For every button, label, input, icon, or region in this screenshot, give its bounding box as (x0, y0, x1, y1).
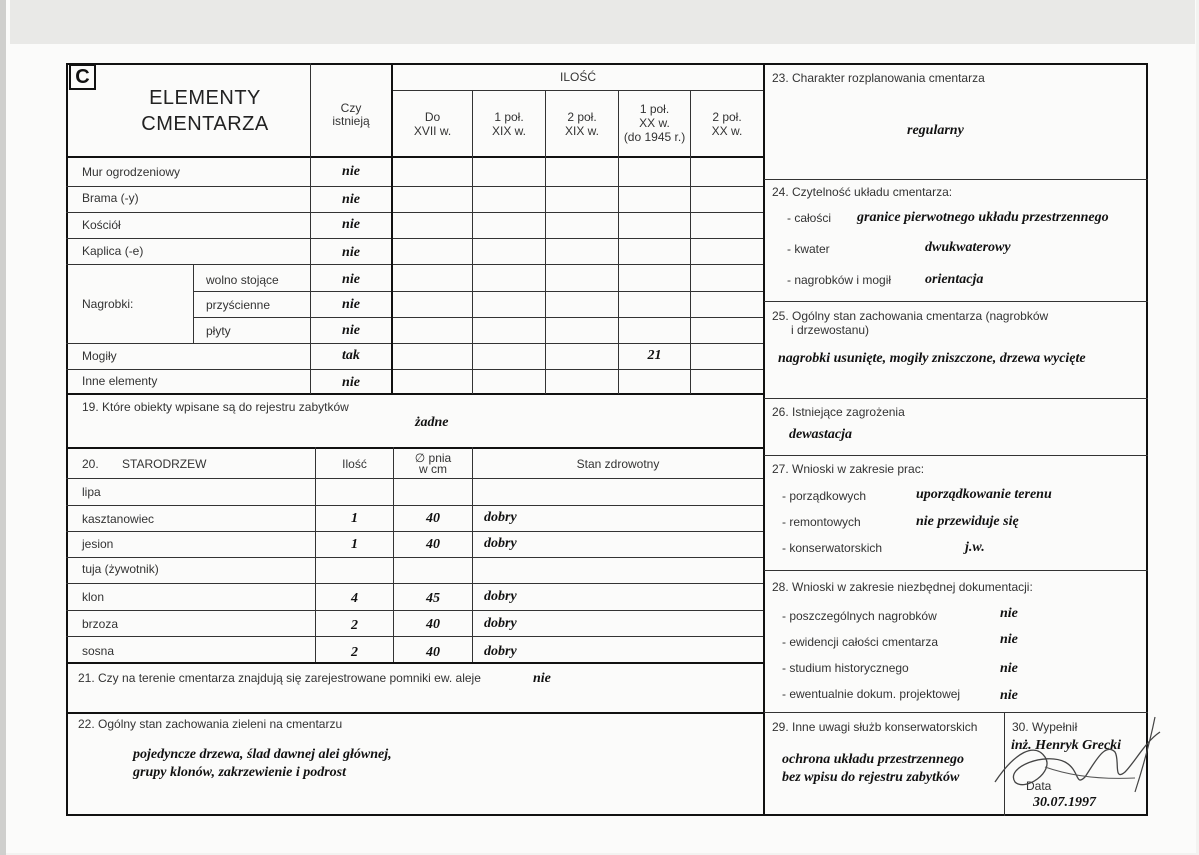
rule (66, 505, 764, 506)
q22-label: 22. Ogólny stan zachowania zieleni na cmentarzu (78, 717, 343, 731)
q28-item-label: - poszczególnych nagrobków (782, 609, 937, 623)
row-label-mogily: Mogiły (82, 349, 117, 363)
rule (66, 583, 764, 584)
rule (66, 369, 764, 370)
rule (66, 610, 764, 611)
q29-answer-line-1: ochrona układu przestrzennego (782, 752, 965, 767)
tree-trunk: 40 (426, 537, 440, 552)
q24-item-answer: dwukwaterowy (925, 240, 1011, 255)
q20-number: 20. (82, 457, 99, 471)
period-header-1-l2: XVII w. (413, 124, 452, 138)
row-value-mogily: tak (342, 348, 360, 363)
q28-item-label: - ewidencji całości cmentarza (782, 635, 939, 649)
center-divider (763, 63, 765, 816)
rule (193, 291, 764, 292)
q24-item-label: - kwater (787, 242, 830, 256)
period-header-4-l1: 1 poł. (639, 102, 670, 116)
col-quantity-header: ILOŚĆ (559, 70, 596, 84)
q22-answer-line-1: pojedyncze drzewa, ślad dawnej alei głównej, (133, 747, 392, 762)
q28-item-answer: nie (1000, 661, 1018, 676)
period-header-5-l2: XX w. (711, 124, 743, 138)
rule (764, 455, 1148, 456)
q23-answer: regularny (907, 123, 964, 138)
tree-name: klon (82, 590, 105, 604)
q19-answer: żadne (415, 415, 449, 430)
q21-label: 21. Czy na terenie cmentarza znajdują się zarejestrowane pomniki ew. aleje (78, 671, 481, 685)
rule-elements-bottom (66, 393, 764, 395)
rule (764, 301, 1148, 302)
signature-scribble (985, 712, 1165, 802)
row-label-plyty: płyty (206, 324, 231, 338)
q25-label-line-1: 25. Ogólny stan zachowania cmentarza (nagrobków (772, 309, 1049, 323)
q27-item-label: - remontowych (782, 515, 861, 529)
scan-top-strip (10, 0, 1195, 44)
title-line-2: CMENTARZA (141, 113, 269, 135)
q28-item-label: - ewentualnie dokum. projektowej (782, 687, 961, 701)
q27-item-label: - konserwatorskich (782, 541, 883, 555)
period-header-3-l2: XIX w. (564, 124, 599, 138)
q29-label: 29. Inne uwagi służb konserwatorskich (772, 720, 978, 734)
q26-answer: dewastacja (789, 427, 852, 442)
q24-item-answer: granice pierwotnego układu przestrzennego (857, 210, 1109, 225)
row-value-wolno-stojace: nie (342, 272, 360, 287)
q24-item-label: - nagrobków i mogił (787, 273, 892, 287)
tree-name: brzoza (82, 617, 119, 631)
tree-count: 1 (351, 511, 358, 526)
row-label-nagrobki: Nagrobki: (82, 297, 134, 311)
tree-trunk: 45 (426, 591, 440, 606)
q28-label: 28. Wnioski w zakresie niezbędnej dokumentacji: (772, 580, 1033, 594)
rule-q21-bottom (66, 712, 764, 714)
rule (66, 636, 764, 637)
title-line-1: ELEMENTY (149, 87, 261, 109)
period-header-5-l1: 2 poł. (712, 110, 742, 124)
q28-item-label: - studium historycznego (782, 661, 909, 675)
q21-answer: nie (533, 671, 551, 686)
q28-item-answer: nie (1000, 632, 1018, 647)
row-label-kaplica: Kaplica (-e) (82, 244, 144, 258)
q23-label: 23. Charakter rozplanowania cmentarza (772, 71, 985, 85)
q25-label-line-2: i drzewostanu) (791, 323, 870, 337)
rule (66, 238, 764, 239)
rule-header-bottom (66, 156, 764, 158)
row-label-wolno-stojace: wolno stojące (206, 273, 279, 287)
rule (66, 478, 764, 479)
period-header-4-l2: XX w. (639, 116, 670, 130)
q29-answer-line-2: bez wpisu do rejestru zabytków (782, 770, 960, 785)
tree-trunk: 40 (426, 645, 440, 660)
row-value-mur: nie (342, 164, 360, 179)
period-header-1-l1: Do (424, 110, 441, 124)
row-value-plyty: nie (342, 323, 360, 338)
rule (66, 531, 764, 532)
q24-label: 24. Czytelność układu cmentarza: (772, 185, 953, 199)
q27-item-answer: nie przewiduje się (916, 514, 1019, 529)
row-value-kosciol: nie (342, 217, 360, 232)
form-frame (66, 63, 1148, 816)
rule (764, 398, 1148, 399)
q30-date: 30.07.1997 (1033, 795, 1096, 810)
section-letter-box: C (69, 64, 96, 90)
rule (764, 570, 1148, 571)
q30-date-label: Data (1026, 779, 1052, 793)
row-count-mogily-1945: 21 (647, 348, 662, 363)
q20-col-health: Stan zdrowotny (576, 457, 660, 471)
col-rule (472, 447, 473, 662)
q20-title: STARODRZEW (122, 457, 207, 471)
q20-col-trunk-l2: w cm (419, 462, 447, 476)
tree-health: dobry (484, 644, 517, 659)
row-value-inne: nie (342, 375, 360, 390)
rule (66, 212, 764, 213)
row-label-brama: Brama (-y) (82, 191, 139, 205)
row-label-przyscienne: przyścienne (206, 298, 271, 312)
tree-count: 2 (351, 618, 358, 633)
col-exists-header-l2: istnieją (332, 114, 370, 128)
q24-item-label: - całości (787, 211, 832, 225)
tree-name: lipa (82, 485, 101, 499)
tree-health: dobry (484, 510, 517, 525)
q28-item-answer: nie (1000, 606, 1018, 621)
q20-col-count: Ilość (342, 457, 367, 471)
row-label-kosciol: Kościół (82, 218, 121, 232)
q27-label: 27. Wnioski w zakresie prac: (772, 462, 925, 476)
tree-name: kasztanowiec (82, 512, 155, 526)
rule (66, 343, 764, 344)
tree-health: dobry (484, 536, 517, 551)
tree-trunk: 40 (426, 617, 440, 632)
tree-health: dobry (484, 589, 517, 604)
q22-answer-line-2: grupy klonów, zakrzewienie i podrost (133, 765, 347, 780)
row-value-przyscienne: nie (342, 297, 360, 312)
period-header-3-l1: 2 poł. (567, 110, 597, 124)
col-rule (193, 264, 194, 343)
q26-label: 26. Istniejące zagrożenia (772, 405, 905, 419)
row-label-mur: Mur ogrodzeniowy (82, 165, 181, 179)
tree-count: 1 (351, 537, 358, 552)
row-value-brama: nie (342, 192, 360, 207)
rule (66, 264, 764, 265)
tree-count: 2 (351, 645, 358, 660)
rule (66, 186, 764, 187)
tree-name: jesion (82, 537, 114, 551)
q28-item-answer: nie (1000, 688, 1018, 703)
period-header-2-l2: XIX w. (491, 124, 526, 138)
tree-trunk: 40 (426, 511, 440, 526)
q27-item-answer: uporządkowanie terenu (916, 487, 1052, 502)
tree-name: tuja (żywotnik) (82, 562, 159, 576)
period-header-4-l3: (do 1945 r.) (623, 130, 686, 144)
q27-item-answer: j.w. (965, 540, 985, 555)
rule (66, 557, 764, 558)
q20-col-trunk-l1: ∅ pnia (414, 451, 452, 465)
q24-item-answer: orientacja (925, 272, 984, 287)
q30-name: inż. Henryk Grecki (1011, 738, 1122, 753)
row-value-kaplica: nie (342, 245, 360, 260)
period-header-2-l1: 1 poł. (494, 110, 524, 124)
q19-label: 19. Które obiekty wpisane są do rejestru zabytków (82, 400, 349, 414)
q30-label: 30. Wypełnił (1012, 720, 1078, 734)
rule-q19-bottom (66, 447, 764, 449)
scan-edge-shadow (0, 0, 6, 855)
rule-ilosc-sub (392, 90, 764, 91)
col-exists-header-l1: Czy (340, 101, 362, 115)
tree-name: sosna (82, 644, 115, 658)
rule (764, 179, 1148, 180)
tree-count: 4 (351, 591, 358, 606)
q27-item-label: - porządkowych (782, 489, 867, 503)
tree-health: dobry (484, 616, 517, 631)
row-label-inne: Inne elementy (82, 374, 158, 388)
rule-trees-bottom (66, 662, 764, 664)
rule (193, 317, 764, 318)
q25-answer: nagrobki usunięte, mogiły zniszczone, drzewa wycięte (778, 351, 1086, 366)
